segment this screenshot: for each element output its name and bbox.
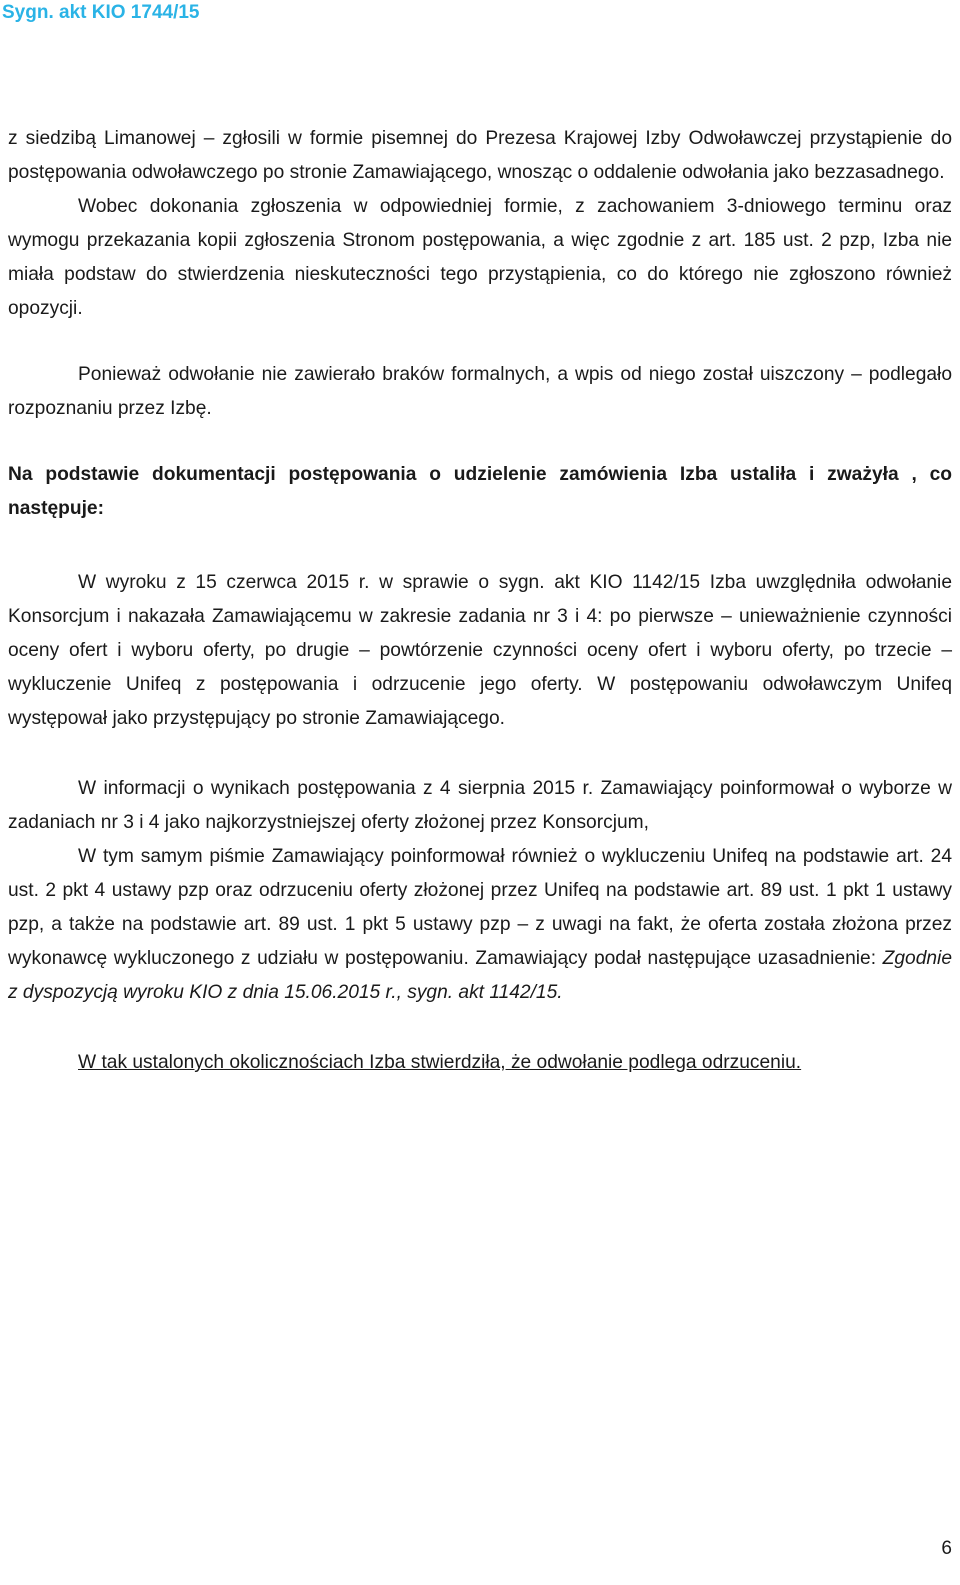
exclusion-text: W tym samym piśmie Zamawiający poinformował również o wykluczeniu Unifeq na podstawie art. 24 ust. 2 pkt 4 ustawy pzp oraz odrzuceniu oferty złożonej przez Unifeq na podstawie art. 89 ust. 1 pkt 1 ustawy pzp, a także na podstawie art. 89 ust. 1 pkt 5 ustawy pzp – z uwagi na fakt, że oferta została złożona przez wykonawcę wykluczonego z udziału w postępowaniu. Zamawiający podał następujące uzasadnienie:: [8, 846, 952, 969]
document-body: [8, 122, 952, 1080]
page-number: 6: [941, 1538, 952, 1559]
conclusion-text: W tak ustalonych okolicznościach Izba stwierdziła, że odwołanie podlega odrzuceniu.: [78, 1052, 802, 1073]
paragraph-findings-heading: Na podstawie dokumentacji postępowania o udzielenie zamówienia Izba ustaliła i zważyła , co następuje:: [8, 464, 952, 519]
paragraph-exclusion: [8, 840, 952, 1010]
paragraph-conclusion: [8, 1046, 952, 1080]
paragraph-formal-requirements: Ponieważ odwołanie nie zawierało braków formalnych, a wpis od niego został uiszczony – podlegało rozpoznaniu przez Izbę.: [8, 364, 952, 419]
paragraph-effectiveness: Wobec dokonania zgłoszenia w odpowiedniej formie, z zachowaniem 3-dniowego terminu oraz wymogu przekazania kopii zgłoszenia Stronom postępowania, a więc zgodnie z art. 185 ust. 2 pzp, Izba nie miała podstaw do stwierdzenia nieskuteczności tego przystąpienia, co do którego nie zgłoszono również opozycji.: [8, 196, 952, 319]
paragraph-intervention: z siedzibą Limanowej – zgłosili w formie pisemnej do Prezesa Krajowej Izby Odwoławczej przystąpienie do postępowania odwoławczego po stronie Zamawiającego, wnosząc o oddalenie odwołania jako bezzasadnego.: [8, 128, 952, 183]
paragraph-results-info: W informacji o wynikach postępowania z 4 sierpnia 2015 r. Zamawiający poinformował o wyborze w zadaniach nr 3 i 4 jako najkorzystniejszej oferty złożonej przez Konsorcjum,: [8, 778, 952, 833]
paragraph-prior-judgment: W wyroku z 15 czerwca 2015 r. w sprawie o sygn. akt KIO 1142/15 Izba uwzględniła odwołanie Konsorcjum i nakazała Zamawiającemu w zakresie zadania nr 3 i 4: po pierwsze – unieważnienie czynności oceny ofert i wyboru oferty, po drugie – powtórzenie czynności oceny ofert i wyboru oferty, po trzecie – wykluczenie Unifeq z postępowania i odrzucenie jego oferty. W postępowaniu odwoławczym Unifeq występował jako przystępujący po stronie Zamawiającego.: [8, 572, 952, 729]
case-reference-header: Sygn. akt KIO 1744/15: [2, 2, 200, 23]
justification-quote: Zgodnie z dyspozycją wyroku KIO z dnia 15.06.2015 r., sygn. akt 1142/15.: [8, 948, 952, 1003]
